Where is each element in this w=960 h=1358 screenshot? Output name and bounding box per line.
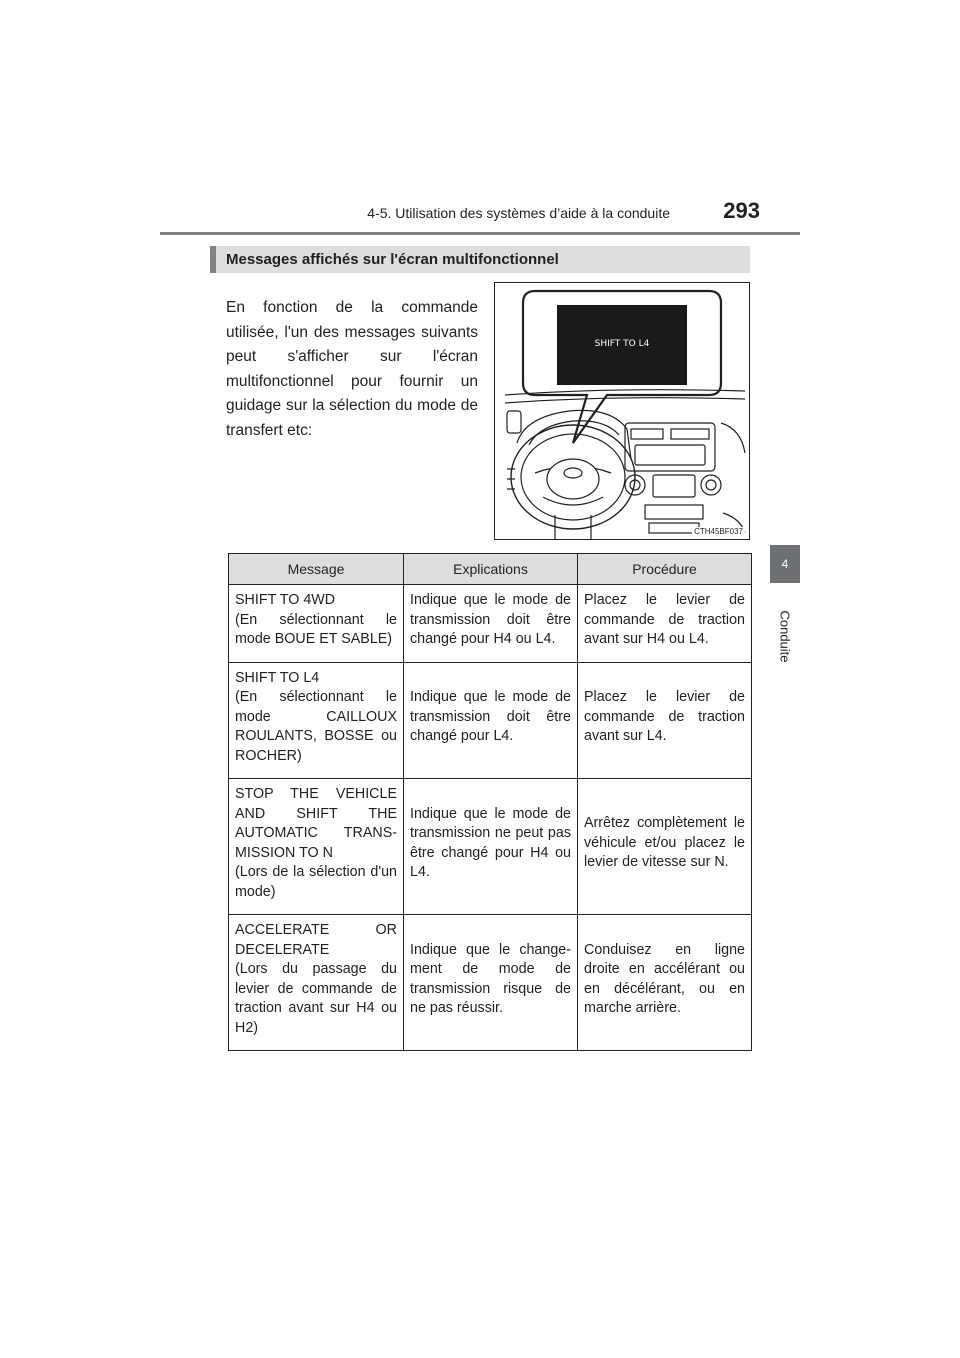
explication-cell: Indique que le mode de transmission doit être changé pour L4. (404, 662, 578, 779)
intro-paragraph: En fonction de la commande utilisée, l'un des messages suivants peut s'afficher sur l'écran multifonctionnel pour fournir un guidage sur la sélection du mode de transfert etc: (226, 299, 478, 439)
table-header-row (229, 554, 752, 585)
message-condition: (En sélectionnant le mode CAILLOUX ROULANTS, BOSSE ou ROCHER) (235, 689, 397, 764)
message-cell (229, 585, 404, 663)
table-row (229, 779, 752, 915)
dashboard-drawing (495, 283, 750, 540)
chapter-side-label (768, 590, 802, 682)
procedure-cell: Arrêtez complètement le véhicule et/ou placez le levier de vitesse sur N. (578, 779, 752, 915)
figure-code: CTH45BF037 (694, 527, 743, 536)
procedure-cell: Placez le levier de commande de traction avant sur H4 ou L4. (578, 585, 752, 663)
message-code: ACCELERATE OR DECELERATE (235, 922, 397, 958)
header-message: Message (229, 554, 404, 585)
chapter-title: 4-5. Utilisation des systèmes d’aide à la conduite (367, 205, 670, 221)
header-explications: Explications (404, 554, 578, 585)
chapter-tab[interactable]: 4 (770, 545, 800, 583)
message-code: STOP THE VEHICLE AND SHIFT THE AUTOMATIC TRANS-MISSION TO N (235, 786, 397, 861)
table-row (229, 915, 752, 1051)
section-title (210, 246, 750, 273)
page-number: 293 (723, 198, 760, 223)
table-row (229, 662, 752, 779)
message-cell (229, 915, 404, 1051)
message-condition: (Lors du passage du levier de commande de traction avant sur H4 ou H2) (235, 961, 397, 1036)
explication-cell: Indique que le change-ment de mode de transmission risque de ne pas réussir. (404, 915, 578, 1051)
procedure-cell: Placez le levier de commande de traction avant sur L4. (578, 662, 752, 779)
message-cell (229, 662, 404, 779)
display-message: SHIFT TO L4 (594, 339, 650, 349)
message-cell (229, 779, 404, 915)
message-code: SHIFT TO 4WD (235, 592, 336, 608)
explication-cell: Indique que le mode de transmission doit être changé pour H4 ou L4. (404, 585, 578, 663)
section-title-text: Messages affichés sur l'écran multifonctionnel (226, 251, 559, 268)
dashboard-illustration (494, 282, 750, 540)
procedure-cell: Conduisez en ligne droite en accélérant ou en décélérant, ou en marche arrière. (578, 915, 752, 1051)
chapter-side-label-text: Conduite (777, 609, 793, 663)
explication-cell: Indique que le mode de transmission ne peut pas être changé pour H4 ou L4. (404, 779, 578, 915)
message-code: SHIFT TO L4 (235, 669, 320, 686)
message-condition: (Lors de la sélection d'un mode) (235, 864, 397, 900)
header-procedure: Procédure (578, 554, 752, 585)
message-condition: (En sélectionnant le mode BOUE ET SABLE) (235, 611, 397, 647)
table-row (229, 585, 752, 663)
messages-table (228, 553, 752, 1051)
header-divider (160, 232, 800, 235)
